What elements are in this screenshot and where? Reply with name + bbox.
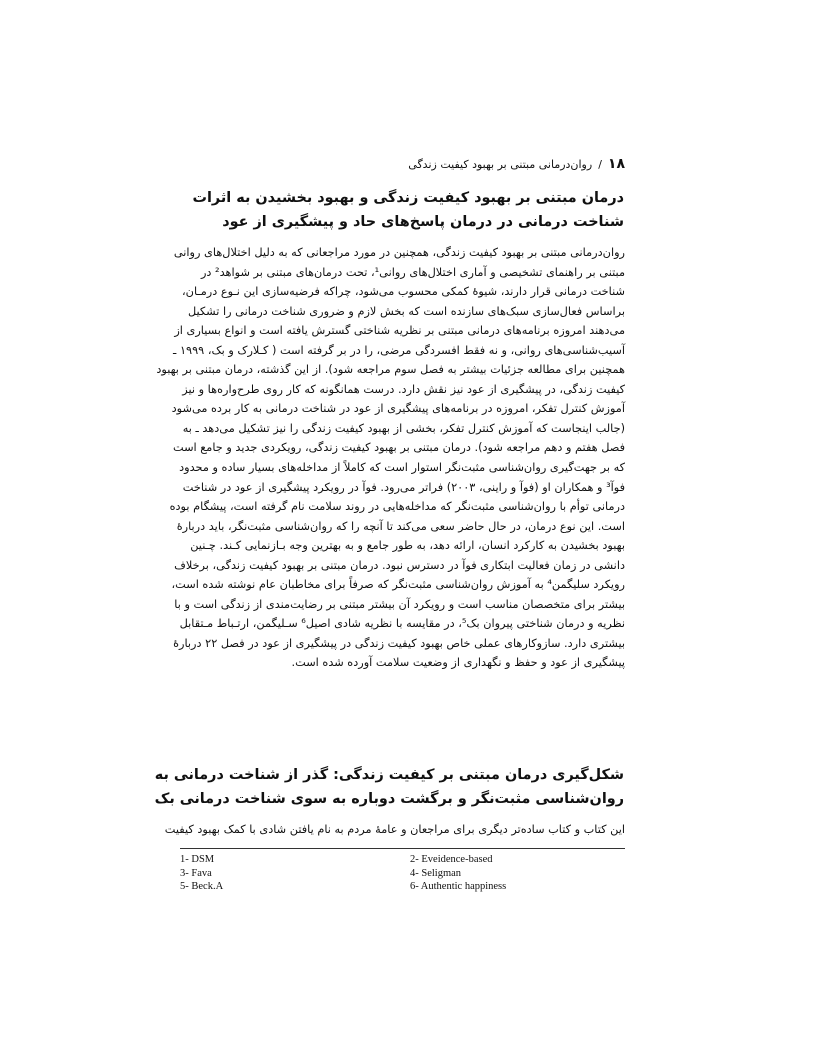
text-line: آموزش کنترل تفکر، امروزه در برنامه‌های پیشگیری از عود در شناخت درمانی به کار برده می‌شود	[171, 402, 625, 416]
text-line: بهبود بخشیدن به کارکرد انسان، ارائه دهد، به طور جامع و به بهترین وجه بـازنمایی کـند. چـنین	[190, 539, 625, 553]
footnote-divider	[180, 848, 625, 849]
text-line: براساس فعال‌سازی سبک‌های سازنده است که بخش لازم و ضروری شناخت درمانی را تشکیل	[187, 304, 625, 318]
footnote-row	[180, 880, 625, 894]
section-1-paragraph	[156, 243, 625, 673]
text-line: فوآ³ و همکاران او (فوآ و راینی، ۲۰۰۳) فراتر می‌رود. فوآ در رویکرد پیشگیری از عود در شناخت	[182, 480, 625, 494]
section-2-paragraph	[164, 820, 625, 840]
text-line: بیشتر برای متخصصان مناسب است و رویکرد آن بیشتر مبتنی بر رضایت‌مندی از زندگی است و با	[174, 597, 625, 611]
footnotes	[180, 853, 625, 894]
text-line: است. این نوع درمان، در حال حاضر سعی می‌کند تا آنچه را که روان‌شناسی مثبت‌نگر، باید دربارهٔ	[176, 519, 625, 533]
footnote: 5- Beck.A	[180, 881, 224, 892]
footnote-row	[180, 853, 625, 867]
text-line: می‌دهند امروزه برنامه‌های درمانی مبتنی بر نظریه شناختی گسترش یافته است و انواع بسیاری از	[174, 324, 625, 338]
page-number: ۱۸	[607, 156, 625, 172]
text-line: پیشگیری از عود و حفظ و نگهداری از وضعیت سلامت آورده شده است.	[291, 656, 625, 670]
text-line: همچنین برای مطالعه جزئیات بیشتر به فصل سوم مراجعه شود). از این گذشته، درمان مبتنی بر بهبود	[156, 363, 625, 377]
footnote: 4- Seligman	[410, 867, 462, 879]
heading-line: درمان مبتنی بر بهبود کیفیت زندگی و بهبود بخشیدن به اثرات	[192, 190, 624, 206]
text-line: (جالب اینجاست که آموزش کنترل تفکر، بخشی از بهبود کیفیت زندگی را نیز تشکیل می‌دهد ـ به	[182, 421, 625, 435]
text-line: نظریه و درمان شناختی پیروان بک⁵، در مقایسه با نظریه شادی اصیل⁶ سـلیگمن، ارتـباط مـتقابل	[179, 617, 625, 631]
footnote: 6- Authentic happiness	[410, 881, 507, 892]
text-line: مبتنی بر راهنمای تشخیصی و آماری اختلال‌های روانی¹، تحت درمان‌های مبتنی بر شواهد² در	[200, 265, 625, 279]
text-line: این کتاب و کتاب ساده‌تر دیگری برای مراجعان و عامهٔ مردم به نام یافتن شادی با کمک بهبود کیفیت	[164, 823, 625, 836]
text-line: روان‌درمانی مبتنی بر بهبود کیفیت زندگی، همچنین در مورد مراجعانی که به دلیل اختلال‌های روانی	[173, 246, 625, 259]
heading-line: روان‌شناسی مثبت‌نگر و برگشت دوباره به سوی شناخت درمانی بک	[154, 791, 624, 807]
heading-line: شکل‌گیری درمان مبتنی بر کیفیت زندگی: گذر از شناخت درمانی به	[154, 767, 624, 783]
section-heading-2	[154, 763, 624, 811]
text-line: بیشتری دارد. سازوکارهای عملی خاص بهبود کیفیت زندگی در پیشگیری از عود در فصل ۲۲ دربارهٔ	[173, 636, 625, 650]
text-line: دانشی در زمان فعالیت ابتکاری فوآ در دسترس نبود. درمان مبتنی بر بهبود کیفیت زندگی، برخلاف	[174, 558, 625, 572]
text-line: کیفیت زندگی، در پیشگیری از عود نیز نقش دارد. درست همانگونه که کار روی طرح‌واره‌ها و نیز	[182, 382, 625, 396]
footnote: 3- Fava	[180, 867, 212, 879]
text-line: درمانی توأم با روان‌شناسی مثبت‌نگر که مداخله‌هایی در روند سلامت نام گرفته است، پیشگام بوده	[169, 500, 625, 514]
text-line: که بر جهت‌گیری روان‌شناسی مثبت‌نگر استوار است که کاملاً از مداخله‌های بسیار ساده و محدود	[179, 461, 625, 475]
footnote-row	[180, 867, 625, 881]
heading-line: شناخت درمانی در درمان پاسخ‌های حاد و پیشگیری از عود	[222, 214, 624, 230]
running-title: روان‌درمانی مبتنی بر بهبود کیفیت زندگی	[408, 157, 593, 171]
text-line: رویکرد سلیگمن⁴ به آموزش روان‌شناسی مثبت‌نگر که صرفاً برای مخاطبان عام نوشته شده است،	[171, 578, 625, 592]
footnote: 2- Eveidence-based	[410, 854, 493, 865]
footnote: 1- DSM	[180, 854, 215, 865]
text-line: فصل هفتم و دهم مراجعه شود). درمان مبتنی بر بهبود کیفیت زندگی، رویکردی جدید و جامع است	[173, 441, 625, 455]
running-header	[180, 156, 625, 172]
header-separator: /	[598, 157, 602, 171]
text-line: آسیب‌شناسی‌های روانی، و نه فقط افسردگی مرضی، را در بر گرفته است ( کـلارک و بک، ۱۹۹۹ ـ	[173, 343, 625, 357]
section-heading-1	[180, 186, 624, 234]
text-line: شناخت درمانی قرار دارند، شیوهٔ کمکی محسوب می‌شود، چراکه فرضیه‌سازی این نـوع درمـان،	[182, 285, 625, 299]
